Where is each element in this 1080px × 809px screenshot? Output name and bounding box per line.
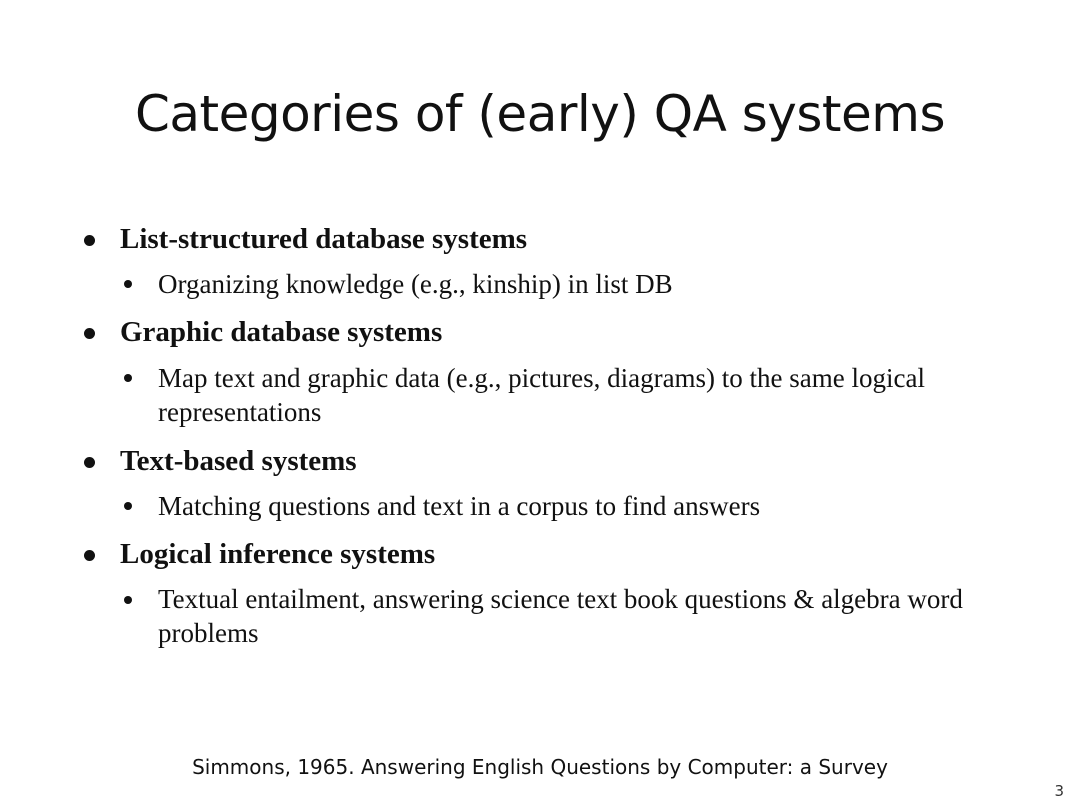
sub-bullet-icon [124,280,132,288]
citation: Simmons, 1965. Answering English Questions by Computer: a Survey [192,755,888,779]
sub-bullet-icon [124,502,132,510]
list-item-detail: Map text and graphic data (e.g., pictures, diagrams) to the same logical representations [158,363,925,427]
list-item-detail: Organizing knowledge (e.g., kinship) in list DB [158,269,673,299]
list-item-title: Logical inference systems [120,538,436,570]
slide-title: Categories of (early) QA systems [134,85,946,143]
bullet-icon [84,550,95,561]
sub-bullet-icon [124,596,132,604]
list-item-title: Graphic database systems [120,316,443,348]
list-item-title: Text-based systems [120,445,357,477]
list-item-detail: Matching questions and text in a corpus to find answers [158,491,761,521]
page-number: 3 [1054,782,1064,800]
bullet-icon [84,235,95,246]
sub-bullet-icon [124,374,132,382]
bullet-icon [84,328,95,339]
bullet-icon [84,457,95,468]
list-item-detail: Textual entailment, answering science text book questions & algebra word problems [158,584,963,648]
list-item-title: List-structured database systems [120,223,528,255]
